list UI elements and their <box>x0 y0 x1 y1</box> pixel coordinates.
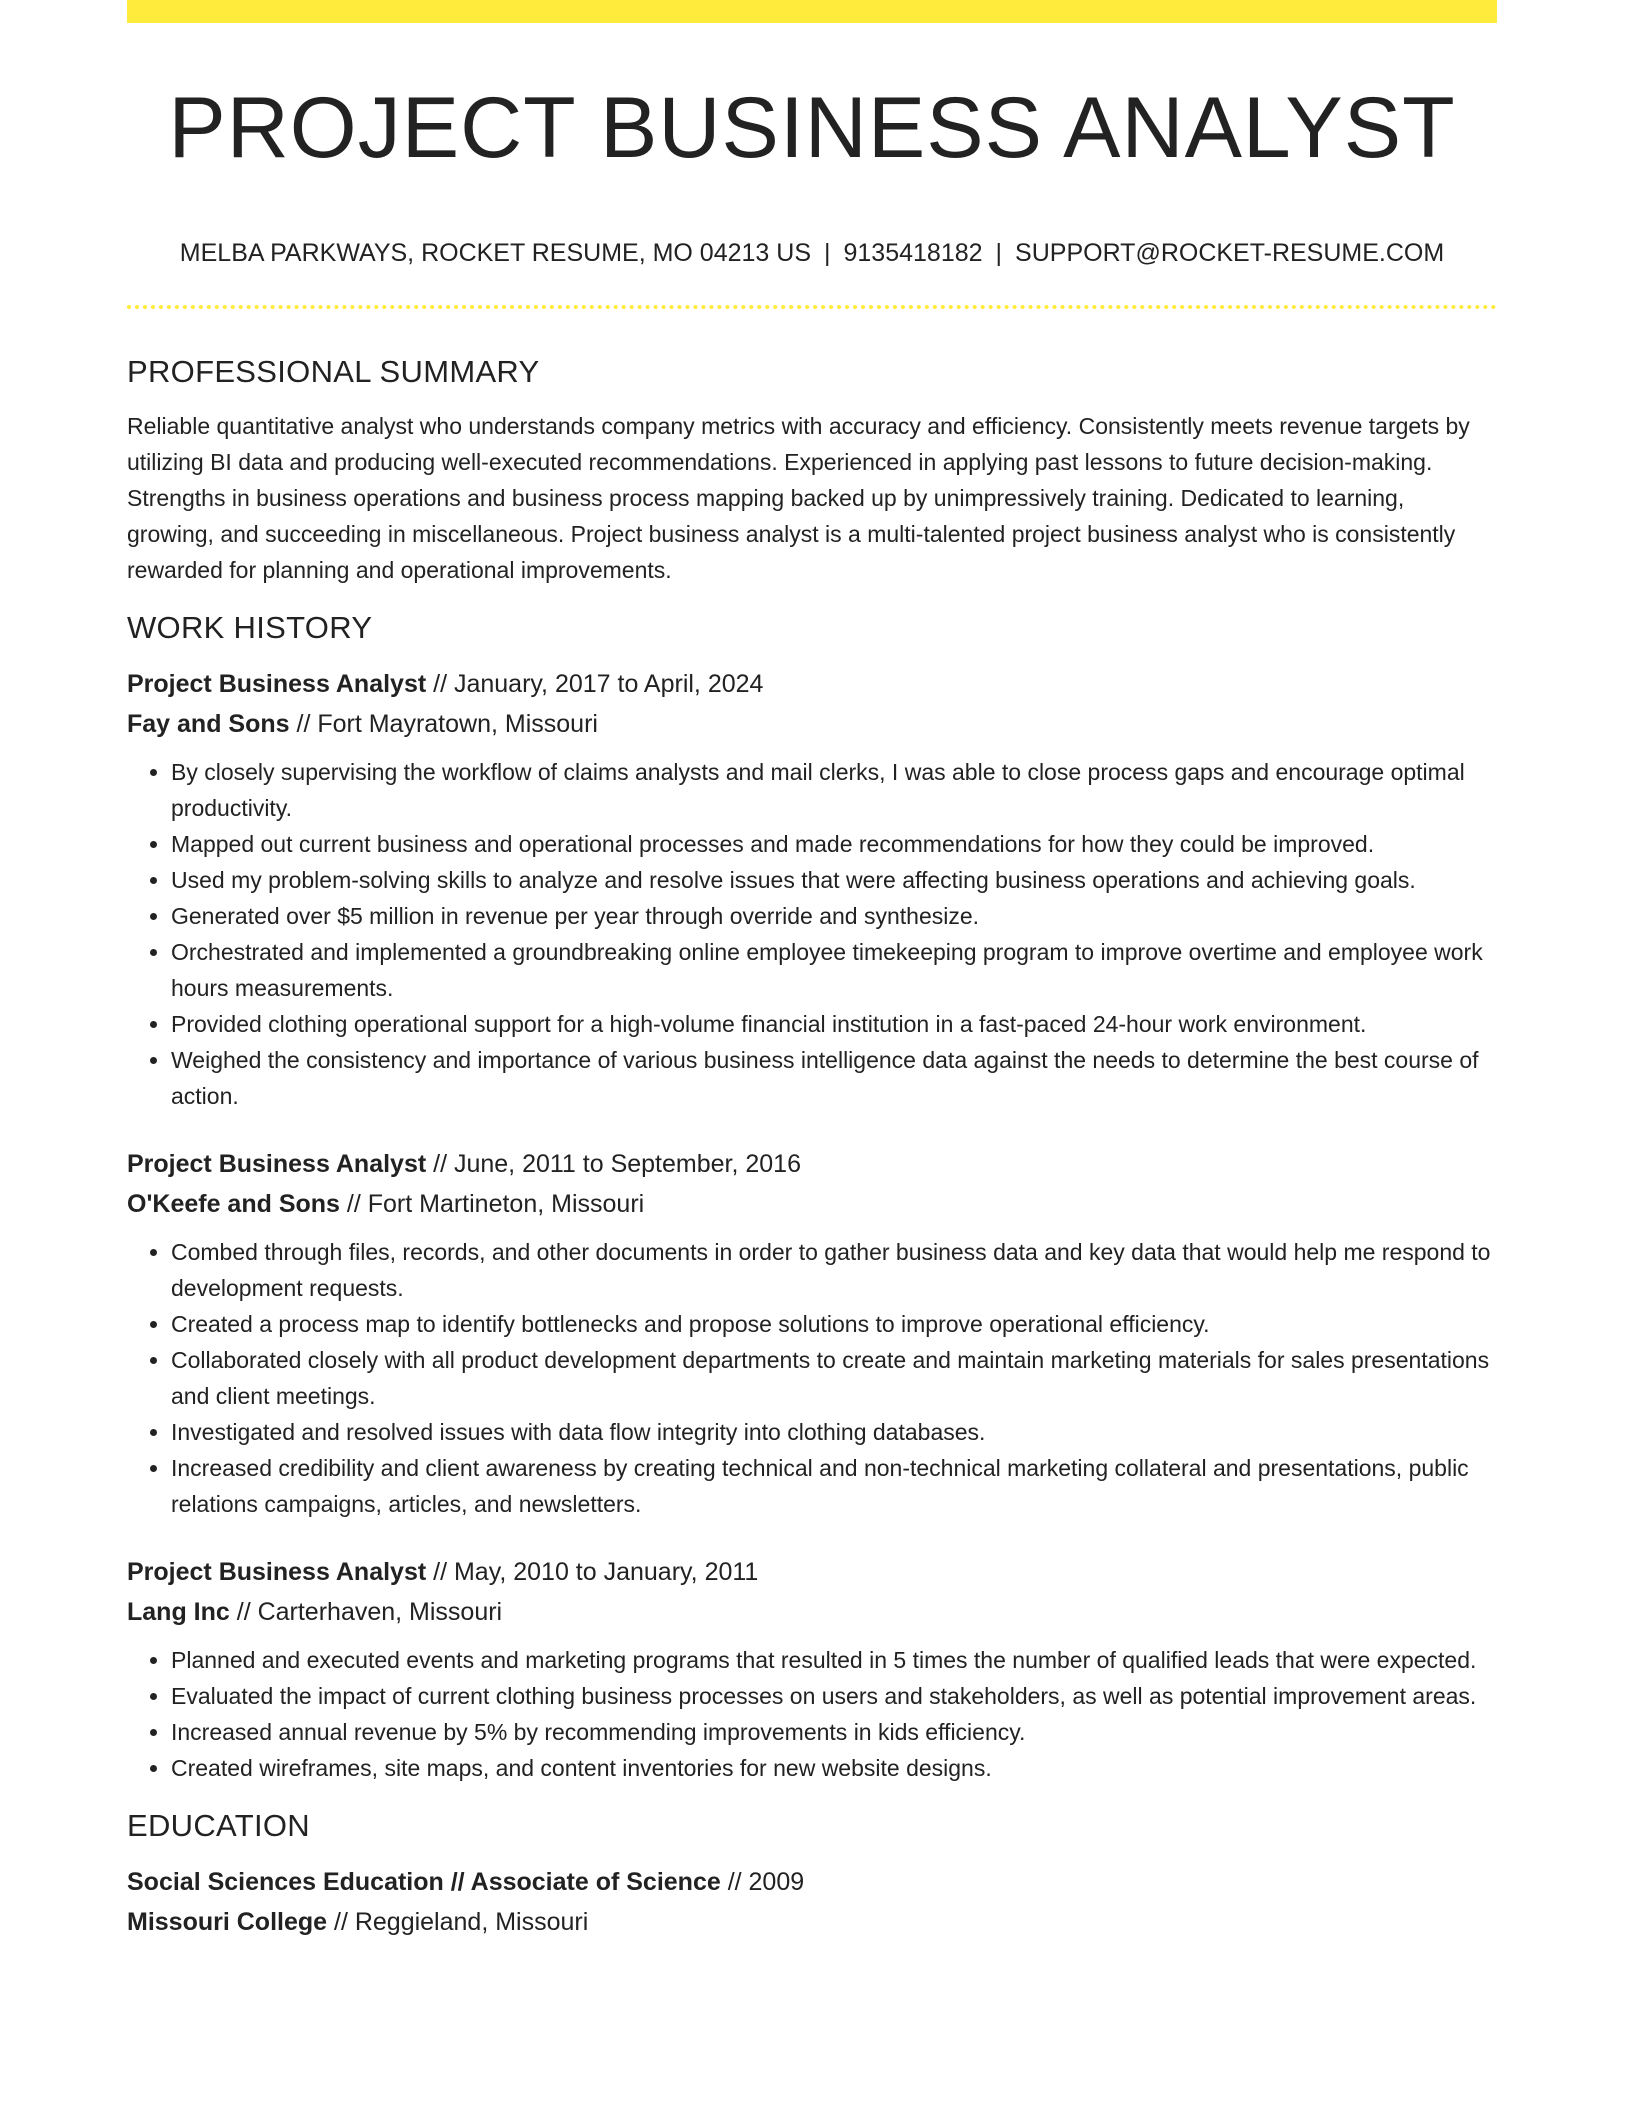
summary-heading: PROFESSIONAL SUMMARY <box>127 354 540 389</box>
bullet-item: • Evaluated the impact of current clothing business processes on users and stakeholders, as well as potential improvement areas. <box>171 1678 1497 1714</box>
school-line <box>127 1902 1497 1942</box>
job-company: Lang Inc <box>127 1598 230 1626</box>
job-company-line <box>127 1184 1497 1224</box>
job-entry <box>127 664 1497 1114</box>
accent-top-bar <box>127 0 1497 23</box>
bullet-item: • Increased credibility and client awareness by creating technical and non-technical marketing collateral and presentations, public relations campaigns, articles, and newsletters. <box>171 1450 1497 1522</box>
job-title-line <box>127 1552 1497 1592</box>
bullet-item: • Orchestrated and implemented a groundbreaking online employee timekeeping program to improve overtime and employee work hours measurements. <box>171 934 1497 1006</box>
job-dates: // January, 2017 to April, 2024 <box>426 670 764 698</box>
job-title-line <box>127 1144 1497 1184</box>
bullet-item: • Created a process map to identify bottlenecks and propose solutions to improve operational efficiency. <box>171 1306 1497 1342</box>
education-entry <box>127 1862 1497 1942</box>
bullet-item: • Investigated and resolved issues with data flow integrity into clothing databases. <box>171 1414 1497 1450</box>
summary-section <box>127 352 1497 588</box>
bullet-item: • Provided clothing operational support for a high-volume financial institution in a fast-paced 24-hour work environment. <box>171 1006 1497 1042</box>
bullet-item: • Planned and executed events and marketing programs that resulted in 5 times the number of qualified leads that were expected. <box>171 1642 1497 1678</box>
job-company-line <box>127 1592 1497 1632</box>
job-location: // Carterhaven, Missouri <box>229 1598 503 1626</box>
bullet-item: • Created wireframes, site maps, and content inventories for new website designs. <box>171 1750 1497 1786</box>
job-dates: // May, 2010 to January, 2011 <box>426 1558 759 1586</box>
job-location: // Fort Martineton, Missouri <box>339 1190 645 1218</box>
resume-content <box>127 352 1497 1942</box>
bullet-item: • Collaborated closely with all product development departments to create and maintain marketing materials for sales presentations and client meetings. <box>171 1342 1497 1414</box>
degree: Social Sciences Education // Associate of Science <box>127 1868 721 1896</box>
education-section <box>127 1806 1497 1942</box>
contact-separator: | <box>995 239 1003 267</box>
school-location: // Reggieland, Missouri <box>327 1908 589 1936</box>
education-heading: EDUCATION <box>127 1808 310 1843</box>
bullet-item: • Used my problem-solving skills to analyze and resolve issues that were affecting business operations and achieving goals. <box>171 862 1497 898</box>
job-title: Project Business Analyst <box>127 670 427 698</box>
dotted-divider <box>127 305 1497 309</box>
degree-line <box>127 1862 1497 1902</box>
resume-title: PROJECT BUSINESS ANALYST <box>168 80 1456 176</box>
job-title: Project Business Analyst <box>127 1558 427 1586</box>
work-history-heading: WORK HISTORY <box>127 610 373 645</box>
job-company: O'Keefe and Sons <box>127 1190 340 1218</box>
contact-line <box>127 236 1497 270</box>
job-bullets <box>127 754 1497 1114</box>
contact-separator: | <box>824 239 831 267</box>
job-company-line <box>127 704 1497 744</box>
graduation-year: // 2009 <box>720 1868 805 1896</box>
job-entry <box>127 1552 1497 1786</box>
work-history-section <box>127 608 1497 1786</box>
job-entry <box>127 1144 1497 1522</box>
job-title-line <box>127 664 1497 704</box>
bullet-item: • Weighed the consistency and importance of various business intelligence data against the needs to determine the best course of action. <box>171 1042 1497 1114</box>
address: MELBA PARKWAYS, ROCKET RESUME, MO 04213 US <box>179 239 811 267</box>
job-location: // Fort Mayratown, Missouri <box>289 710 598 738</box>
bullet-item: • Increased annual revenue by 5% by recommending improvements in kids efficiency. <box>171 1714 1497 1750</box>
email: SUPPORT@ROCKET-RESUME.COM <box>1015 239 1445 267</box>
job-title: Project Business Analyst <box>127 1150 427 1178</box>
job-company: Fay and Sons <box>127 710 290 738</box>
job-dates: // June, 2011 to September, 2016 <box>426 1150 801 1178</box>
bullet-item: • By closely supervising the workflow of claims analysts and mail clerks, I was able to close process gaps and encourage optimal productivity. <box>171 754 1497 826</box>
job-bullets <box>127 1234 1497 1522</box>
school-name: Missouri College <box>127 1908 328 1936</box>
summary-text: Reliable quantitative analyst who understands company metrics with accuracy and efficiency. Consistently meets revenue targets by utilizing BI data and producing well-executed recommendations. Experienced in applying past lessons to future decision-making. Strengths in business operations and business process mapping backed up by unimpressively training. Dedicated to learning, growing, and succeeding in miscellaneous. Project business analyst is a multi-talented project business analyst who is consistently rewarded for planning and operational improvements. <box>127 413 1470 583</box>
bullet-item: • Mapped out current business and operational processes and made recommendations for how they could be improved. <box>171 826 1497 862</box>
phone: 9135418182 <box>843 239 983 267</box>
bullet-item: • Combed through files, records, and other documents in order to gather business data and key data that would help me respond to development requests. <box>171 1234 1497 1306</box>
job-bullets <box>127 1642 1497 1786</box>
bullet-item: • Generated over $5 million in revenue per year through override and synthesize. <box>171 898 1497 934</box>
